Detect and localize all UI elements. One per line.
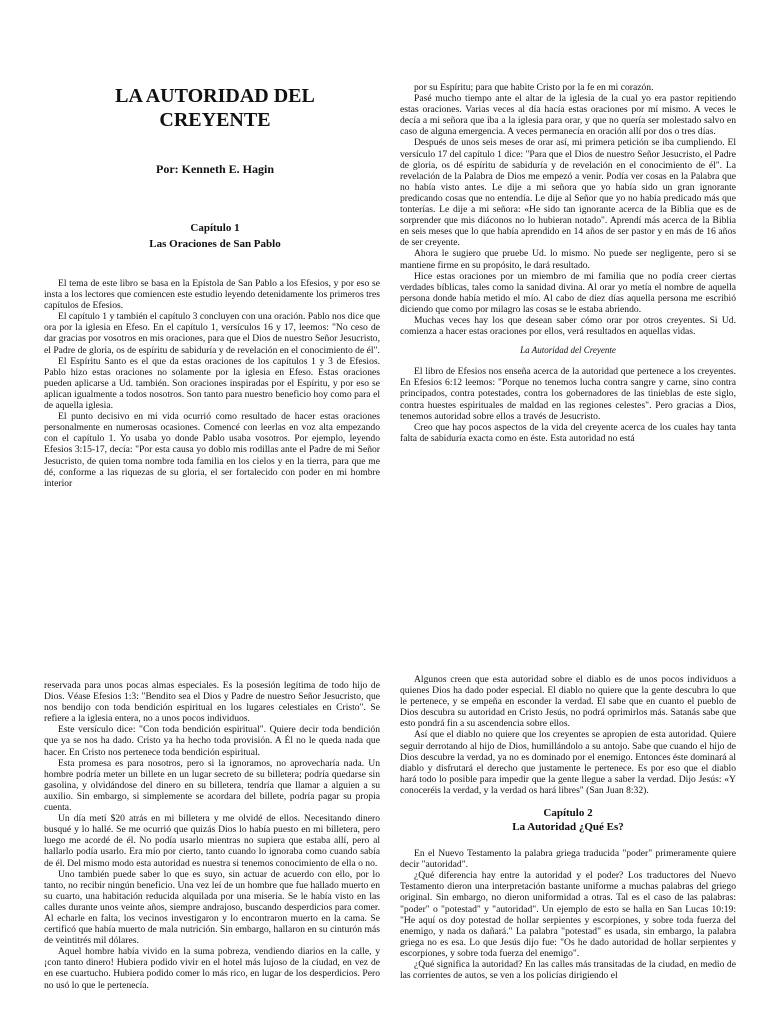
paragraph: Uno también puede saber lo que es suyo, sin actuar de acuerdo con ello, por lo tanto, no recibir ningún beneficio. Una vez leí de un hombre que fue hallado muerto en su cuarto, una habitación reducida alquilada por una miseria. Se le había visto en las calles durante unos veinte años, siempre andrajoso, buscando desperdicios para comer. Al echarle en falta, los vecinos investigaron y lo encontraron muerto en la cama. Se certificó que había muerto de mala nutrición. Sin embargo, hallaron en su cinturón más de veintitrés mil dólares. xyxy=(44,868,380,947)
paragraph: reservada para unos pocas almas especiales. Es la posesión legítima de todo hijo de Dios. Véase Efesios 1:3: "Bendito sea el Dios y Padre de nuestro Señor Jesucristo, que nos bendijo con toda bendición espiritual en los lugares celestiales en Cristo". Se refiere a la iglesia entera, no a unos pocos individuos. xyxy=(44,680,380,725)
book-title-line2: CREYENTE xyxy=(159,109,271,131)
book-title-line1: LA AUTORIDAD DEL xyxy=(115,85,315,107)
author-line: Por: Kenneth E. Hagin xyxy=(155,162,274,176)
chapter1-title: Las Oraciones de San Pablo xyxy=(149,238,281,250)
paragraph: Pasé mucho tiempo ante el altar de la iglesia de la cual yo era pastor repitiendo estas oraciones. Varias veces al día hacía estas oraciones por mí mismo. A veces le decía a mi señora que iba a la iglesia para orar, y que no quería ser molestado salvo en caso de alguna emergencia. A veces permanecía en oración allí por dos o tres días. xyxy=(400,93,736,138)
paragraph: ¿Qué diferencia hay entre la autoridad y el poder? Los traductores del Nuevo Testamento dieron una interpretación bastante uniforme a muchas palabras del griego original. Sin embargo, no dieron uniformidad a otras. Tal es el caso de las palabras: "poder" o "potestad" y "autoridad". Un ejemplo de esto se halla en San Lucas 10:19: "He aquí os doy potestad de hollar serpientes y escorpiones, y sobre toda fuerza del enemigo, y nada os dañará." La palabra "potestad" es usada, sin embargo, la palabra griega no es esa. Lo que Jesús dijo fue: "Os he dado autoridad de hollar serpientes y escorpiones, y sobre toda fuerza del enemigo". xyxy=(400,870,736,959)
paragraph: El punto decisivo en mi vida ocurrió como resultado de hacer estas oraciones personalmente en numerosas ocasiones. Comencé con leerlas en voz alta empezando con el capítulo 1. Yo usaba yo donde Pablo usaba vosotros. Por ejemplo, leyendo Efesios 3:15-17, decía: "Por esta causa yo doblo mis rodillas ante el Padre de mi Señor Jesucristo, de quien toma nombre toda familia en los cielos y en la tierra, para que me dé, conforme a las riquezas de su gloria, el ser fortalecido con poder en mi hombre interior xyxy=(44,411,380,489)
paragraph: Después de unos seis meses de orar así, mi primera petición se iba cumpliendo. El versículo 17 del capítulo 1 dice: "Para que el Dios de nuestro Señor Jesucristo, el Padre de gloria, os dé espíritu de sabiduría y de revelación en el conocimiento de él". La revelación de la Palabra de Dios me empezó a venir. Podía ver cosas en la Palabra que no había visto antes. Le dije a mi señora que yo había sido un gran ignorante predicando cosas que no entendía. Le dije al Señor que yo no había predicado más que tonterías. Le dije a mi señora: «He sido tan ignorante acerca de la Biblia que es de sorprender que mis diáconos no lo hubieran notado". Aprendí más acerca de la Biblia en seis meses que lo que había aprendido en 14 años de ser pastor y en más de 16 años de ser creyente. xyxy=(400,137,736,249)
paragraph: Hice estas oraciones por un miembro de mi familia que no podía creer ciertas verdades bíblicas, tales como la sanidad divina. Al orar yo metía el nombre de aquella persona donde había metido el mío. Al cabo de diez días aquella persona me escribió diciendo que como por milagro las cosas se le estaba abriendo. xyxy=(400,270,736,315)
column-2-text xyxy=(400,82,736,444)
paragraph: El libro de Efesios nos enseña acerca de la autoridad que pertenece a los creyentes. En Efesios 6:12 leemos: "Porque no tenemos lucha contra sangre y carne, sino contra principados, contra potestades, contra los gobernadores de las tinieblas de este siglo, contra huestes espirituales de maldad en las regiones celestes". Pero gracias a Dios, tenemos autoridad sobre ellos a través de Jesucristo. xyxy=(400,366,736,422)
paragraph: ¿Qué significa la autoridad? En las calles más transitadas de la ciudad, en medio de las corrientes de autos, se ven a los policías dirigiendo el xyxy=(400,958,736,982)
paragraph: Un día metí $20 atrás en mi billetera y me olvidé de ellos. Necesitando dinero busqué y lo hallé. Se me ocurrió que quizás Dios lo había puesto en mi billetera, pero luego me acordé de él. No podía usarlo mientras no supiera que estaba allí, pero al hallarlo podía usarlo. Era mío por cierto, tanto cuando lo ignoraba como cuando sabía de él. Del mismo modo esta autoridad es nuestra si tenemos conocimiento de ella o no. xyxy=(44,813,380,869)
column-1-text xyxy=(44,278,380,489)
chapter2-title: La Autoridad ¿Qué Es? xyxy=(512,821,624,834)
paragraph: Creo que hay pocos aspectos de la vida del creyente acerca de los cuales hay tanta falta de sabiduría exacta como en éste. Esta autoridad no está xyxy=(400,421,736,444)
paragraph: Esta promesa es para nosotros, pero si la ignoramos, no aprovecharía nada. Un hombre podría meter un billete en un lugar secreto de su billetera; podría quedarse sin gasolina, y olvidándose del dinero en su billetera, tendría que llamar a alguien a su auxilio. Sin embargo, si simplemente se acordara del billete, podría pagar su propia cuenta. xyxy=(44,757,380,814)
paragraph: por su Espíritu; para que habite Cristo por la fe en mi corazón. xyxy=(414,82,654,93)
chapter2-label: Capítulo 2 xyxy=(543,807,593,820)
paragraph: Algunos creen que esta autoridad sobre el diablo es de unos pocos individuos a quienes Dios ha dado poder especial. El diablo no quiere que la gente descubra lo que le pertenece, y se empeña en esconder la verdad. El sabe que en cuanto el pueblo de Dios descubra su autoridad en Cristo Jesús, no podrá oprimirlos más. Satanás sabe que esto pondrá fin a su ascendencia sobre ellos. xyxy=(400,674,736,730)
paragraph: El Espíritu Santo es el que da estas oraciones de los capítulos 1 y 3 de Efesios. Pablo hizo estas oraciones no solamente por la iglesia en Efeso. Estas oraciones pueden aplicarse a Ud. también. Son oraciones inspiradas por el Espíritu, y por eso se aplican igualmente a todos nosotros. Son tanto para nuestro beneficio hoy como para el de aquella iglesia. xyxy=(44,355,380,412)
section-subheading: La Autoridad del Creyente xyxy=(520,345,616,356)
column-3-text xyxy=(44,680,380,991)
chapter2-heading xyxy=(400,806,736,834)
paragraph: Aquel hombre había vivido en la suma pobreza, vendiendo diarios en la calle, y ¡con tanto dinero! Hubiera podido vivir en el hotel más lujoso de la ciudad, en vez de en ese cuartucho. Hubiera podido comer lo más rico, en lugar de los desperdicios. Pero no usó lo que le pertenecía. xyxy=(44,946,380,991)
paragraph: Muchas veces hay los que desean saber cómo orar por otros creyentes. Si Ud. comienza a hacer estas oraciones por ellos, verá resultados en aquellas vidas. xyxy=(400,314,736,338)
chapter1-label: Capítulo 1 xyxy=(190,222,240,234)
paragraph: Ahora le sugiero que pruebe Ud. lo mismo. No puede ser negligente, pero si se mantiene firme en su propósito, le dará resultado. xyxy=(400,248,736,271)
paragraph: En el Nuevo Testamento la palabra griega traducida "poder" primeramente quiere decir "autoridad". xyxy=(400,848,736,871)
paragraph: Así que el diablo no quiere que los creyentes se apropien de esta autoridad. Quiere seguir derrotando al hijo de Dios, humillándolo a su antojo. Sabe que cuando el hijo de Dios descubre la verdad, ya no es dominado por el enemigo. Entonces éste dominará al diablo y disfrutará el derecho que justamente le pertenece. Es por eso que el diablo hará todo lo posible para impedir que la gente llegue a saber la verdad. Dijo Jesús: «Y conoceréis la verdad, y la verdad os hará libres" (San Juan 8:32). xyxy=(400,729,736,796)
paragraph: El capítulo 1 y también el capítulo 3 concluyen con una oración. Pablo nos dice que ora por la iglesia en Efeso. En el capítulo 1, versículos 16 y 17, leemos: "No ceso de dar gracias por vosotros en mis oraciones, para que el Dios de nuestro Señor Jesucristo, el Padre de gloria, os de espíritu de sabiduría y de revelación en el conocimiento de él". xyxy=(44,311,380,356)
paragraph: El tema de este libro se basa en la Epístola de San Pablo a los Efesios, y por eso se insta a los lectores que comiencen este estudio leyendo detenidamente los primeros tres capítulos de Efesios. xyxy=(44,278,380,312)
paragraph: Este versículo dice: "Con toda bendición espiritual". Quiere decir toda bendición que ya se nos ha dado. Cristo ya ha hecho toda provisión. A Él no le queda nada que hacer. En Cristo nos pertenece toda bendición espiritual. xyxy=(44,724,380,758)
column-4-text xyxy=(400,674,736,981)
